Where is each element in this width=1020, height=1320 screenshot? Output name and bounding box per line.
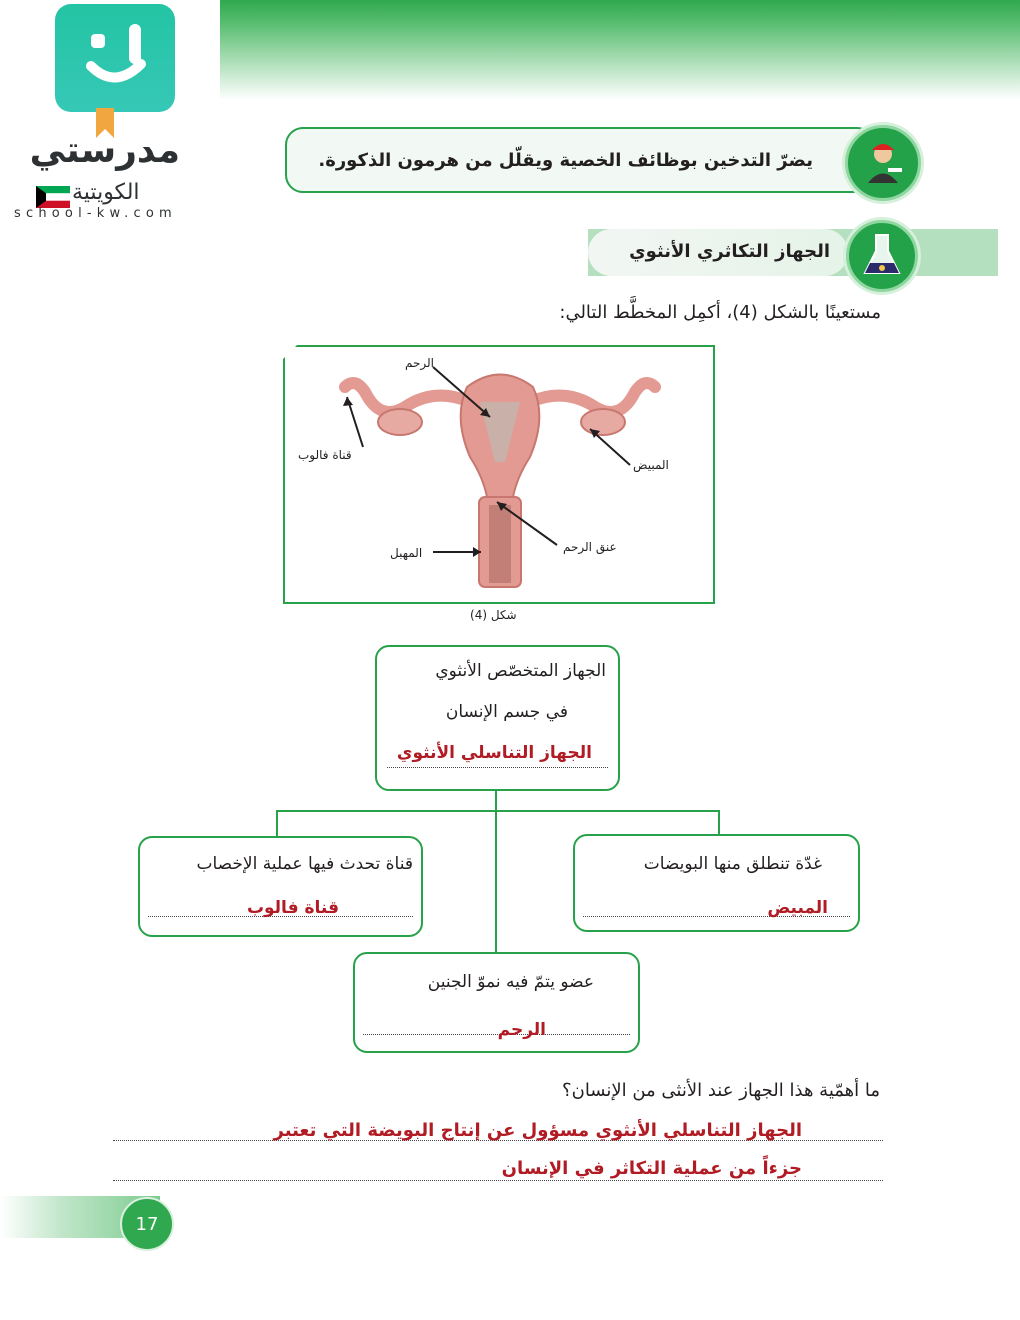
page-number: 17 [120,1197,174,1251]
right-answer: المبيض [767,898,828,918]
instruction-text: مستعينًا بالشكل (4)، أكمِل المخطَّط التالي: [559,302,881,323]
bottom-prompt: عضو يتمّ فيه نموّ الجنين [427,972,594,992]
connector-right [718,810,720,834]
smoking-warning-icon [845,125,921,201]
question-text: ما أهمّية هذا الجهاز عند الأنثى من الإنسان؟ [562,1080,880,1101]
connector-left [276,810,278,836]
answer-line-2: جزءاً من عملية التكاثر في الإنسان [501,1158,802,1179]
kuwait-flag-icon [36,186,70,208]
section-title: الجهاز التكاثري الأنثوي [629,241,830,262]
logo-title: مدرستي [29,130,180,171]
label-fallopian: قناة فالوب [298,448,352,462]
header-band [220,0,1020,100]
chart-right-box [573,834,860,932]
left-answer: قناة فالوب [246,898,339,918]
smile-icon [55,4,175,112]
logo-url: school-kw.com [14,206,177,221]
connector-vertical [495,790,497,952]
root-answer: الجهاز التناسلي الأنثوي [396,743,592,763]
flask-icon [846,220,918,292]
uterus-diagram [285,347,709,598]
right-prompt: غدّة تنطلق منها البويضات [643,854,822,874]
root-line1: الجهاز المتخصّص الأنثوي [435,661,606,681]
answer-line-1: الجهاز التناسلي الأنثوي مسؤول عن إنتاج البويضة التي تعتبر [273,1120,802,1141]
label-cervix: عنق الرحم [563,540,617,554]
label-uterus: الرحم [405,356,435,370]
logo-badge [55,4,175,112]
root-line2: في جسم الإنسان [445,702,568,722]
label-vagina: المهبل [390,546,423,560]
chart-bottom-box [353,952,640,1053]
bottom-answer: الرحم [497,1020,546,1040]
warning-text: يضرّ التدخين بوظائف الخصية ويقلّل من هرمون الذكورة. [318,149,813,171]
warning-box [285,127,875,193]
figure-caption: شكل (4) [470,608,517,622]
label-ovary: المبيض [633,458,669,472]
chart-left-box [138,836,423,937]
chart-root-box [375,645,620,791]
left-prompt: قناة تحدث فيها عملية الإخصاب [196,854,413,874]
connector-horizontal [276,810,720,812]
logo-subtitle: الكويتية [72,180,140,205]
